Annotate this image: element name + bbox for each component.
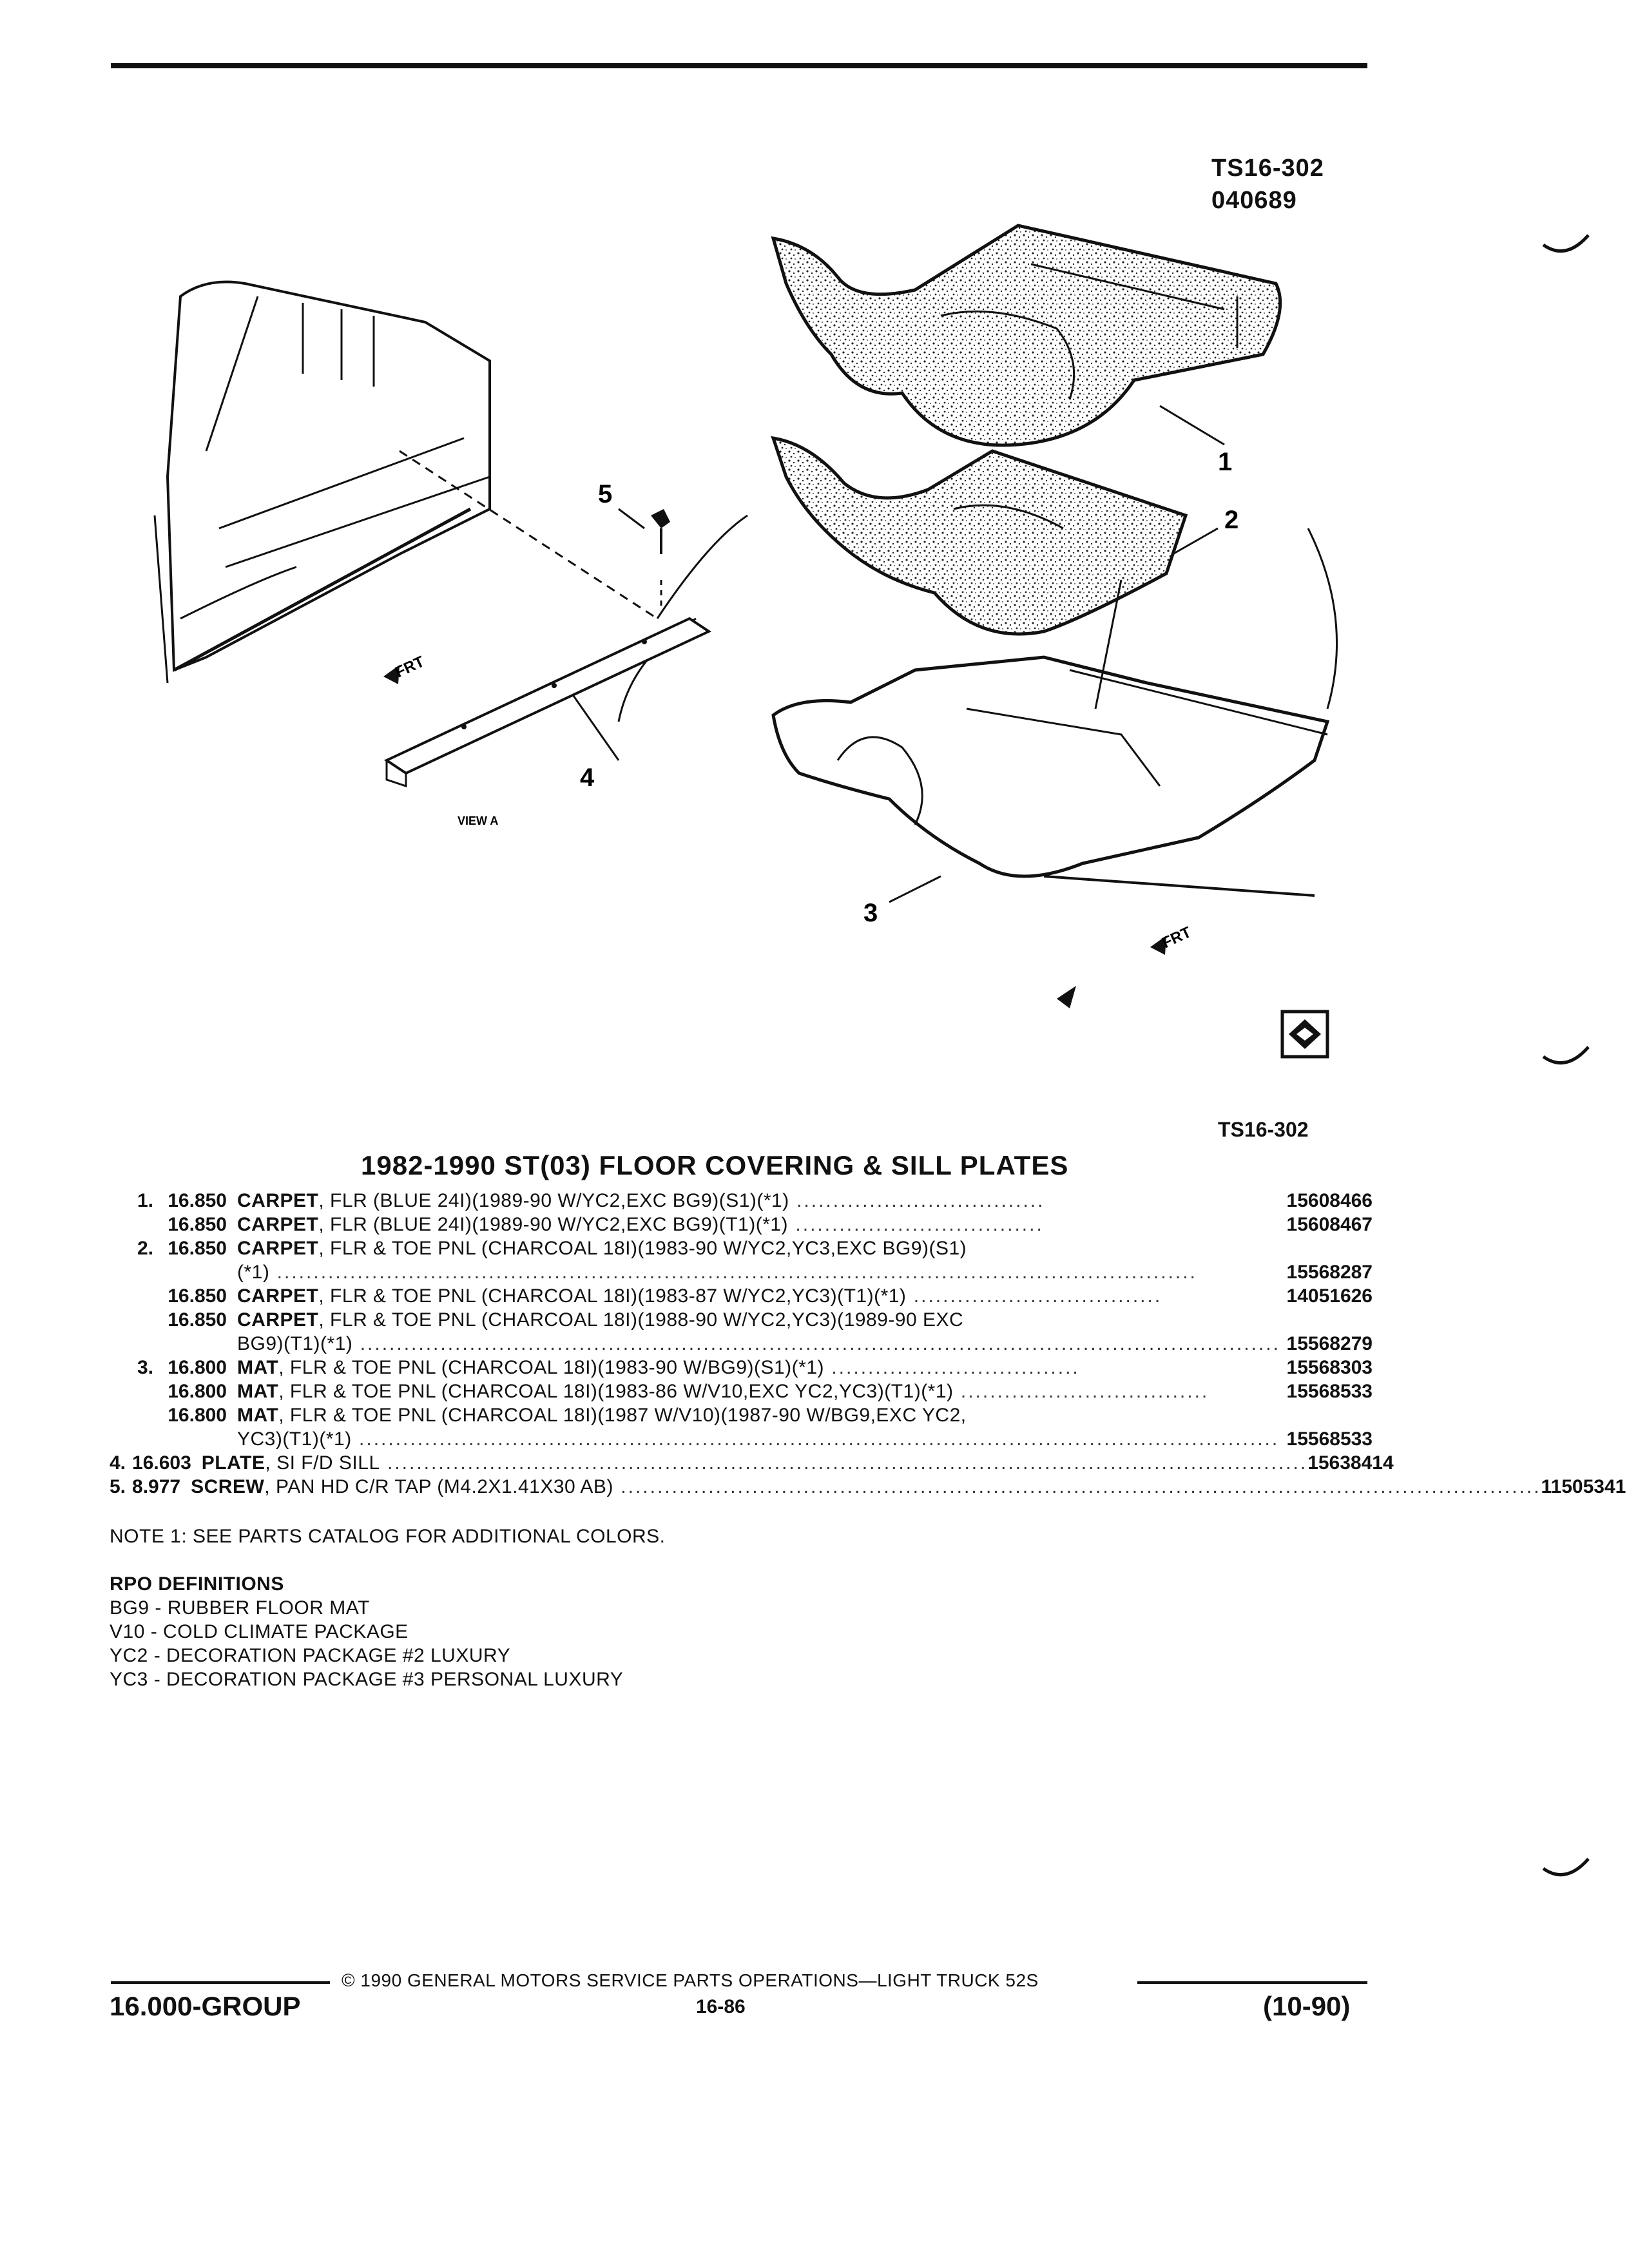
illustration-caption: TS16-302 [1218, 1118, 1309, 1141]
part-name: SCREW [191, 1476, 265, 1497]
group-number: 16.850 [168, 1190, 227, 1211]
date-code: 040689 [1211, 187, 1297, 214]
part-name: MAT [237, 1405, 279, 1426]
rpo-item: BG9 - RUBBER FLOOR MAT [110, 1597, 370, 1619]
parts-row [110, 1379, 1373, 1403]
part-desc: , FLR & TOE PNL (CHARCOAL 18I)(1988-90 W/YC2,YC3)(1989-90 EXC [318, 1309, 964, 1331]
part-description-continued: (*1) .............................................................................................................................. [237, 1262, 1197, 1283]
group-number: 16.850 [168, 1238, 227, 1259]
part-description-continued: YC3)(T1)(*1) .............................................................................................................................. [237, 1428, 1280, 1450]
ref-number: 5. [110, 1476, 126, 1497]
part-description-continued: BG9)(T1)(*1) .............................................................................................................................. [237, 1333, 1280, 1354]
part-name: PLATE [201, 1452, 265, 1474]
rpo-item: V10 - COLD CLIMATE PACKAGE [110, 1621, 409, 1642]
part-number: 15568287 [1286, 1262, 1373, 1283]
parts-row-continued [110, 1427, 1373, 1451]
group-label: 16.000-GROUP [110, 1991, 301, 2021]
rpo-item: YC2 - DECORATION PACKAGE #2 LUXURY [110, 1645, 511, 1666]
part-description: MAT, FLR & TOE PNL (CHARCOAL 18I)(1983-90 W/BG9)(S1)(*1) .................................. [237, 1357, 1080, 1378]
illustration-code: TS16-302 [1211, 155, 1324, 182]
rpo-definitions [110, 1572, 623, 1691]
part-description [237, 1403, 1244, 1427]
footer-rule-right [1137, 1981, 1367, 1984]
part-description: SCREW, PAN HD C/R TAP (M4.2X1.41X30 AB) .............................................................................................................................. [191, 1476, 1541, 1497]
parts-row [110, 1213, 1373, 1236]
part-name: CARPET [237, 1190, 319, 1211]
part-description: PLATE, SI F/D SILL .............................................................................................................................. [201, 1452, 1308, 1474]
part-desc: , FLR & TOE PNL (CHARCOAL 18I)(1983-87 W/YC2,YC3)(T1)(*1) [318, 1285, 907, 1307]
ref-number: 4. [110, 1452, 126, 1474]
part-desc-2: BG9)(T1)(*1) [237, 1333, 353, 1354]
part-name: CARPET [237, 1214, 319, 1235]
parts-row [110, 1308, 1373, 1332]
frt-arrow-floor [1150, 923, 1194, 955]
page-number: 16-86 [696, 1996, 746, 2017]
part-description: CARPET, FLR (BLUE 24I)(1989-90 W/YC2,EXC BG9)(T1)(*1) .................................. [237, 1214, 1044, 1235]
part-number: 11505341 [1541, 1476, 1626, 1497]
carpet-2-drawing [773, 438, 1186, 634]
reference-box-icon [1282, 1012, 1327, 1057]
view-a-arrow [1057, 986, 1076, 1008]
group-number: 16.850 [168, 1309, 227, 1331]
part-desc-2: (*1) [237, 1262, 270, 1283]
group-number: 8.977 [132, 1476, 181, 1497]
part-desc-2: YC3)(T1)(*1) [237, 1428, 352, 1450]
parts-row [110, 1284, 1373, 1308]
binder-mark-1 [1540, 232, 1592, 264]
frt-label-floor: FRT [1159, 923, 1194, 952]
part-name: CARPET [237, 1309, 319, 1331]
part-desc: , FLR & TOE PNL (CHARCOAL 18I)(1987 W/V10)(1987-90 W/BG9,EXC YC2, [278, 1405, 967, 1426]
part-name: MAT [237, 1357, 279, 1378]
footer-rule-left [111, 1981, 330, 1984]
part-number: 14051626 [1286, 1285, 1373, 1307]
callout-3: 3 [863, 899, 878, 927]
parts-list [110, 1189, 1626, 1499]
section-title: 1982-1990 ST(03) FLOOR COVERING & SILL PLATES [361, 1150, 1069, 1180]
part-name: CARPET [237, 1238, 319, 1259]
part-description [237, 1308, 1244, 1332]
view-a-label: VIEW A [458, 814, 499, 827]
ref-number: 3. [137, 1357, 153, 1378]
part-desc: , SI F/D SILL [265, 1452, 380, 1474]
parts-row-continued [110, 1332, 1373, 1356]
copyright: © 1990 GENERAL MOTORS SERVICE PARTS OPERATIONS—LIGHT TRUCK 52S [342, 1970, 1039, 1990]
carpet-1-drawing [773, 226, 1280, 445]
part-description: CARPET, FLR (BLUE 24I)(1989-90 W/YC2,EXC BG9)(S1)(*1) .................................. [237, 1190, 1045, 1211]
parts-row [110, 1451, 1394, 1475]
frt-arrow-view-a [383, 653, 427, 684]
parts-row [110, 1189, 1373, 1213]
view-a-drawing [155, 282, 709, 787]
part-description: CARPET, FLR & TOE PNL (CHARCOAL 18I)(1983-87 W/YC2,YC3)(T1)(*1) .................................. [237, 1285, 1162, 1307]
parts-row [110, 1356, 1373, 1379]
part-number: 15568533 [1286, 1428, 1373, 1450]
part-number: 15568303 [1286, 1357, 1373, 1378]
part-desc: , FLR (BLUE 24I)(1989-90 W/YC2,EXC BG9)(T1)(*1) [318, 1214, 789, 1235]
group-number: 16.850 [168, 1285, 227, 1307]
part-number: 15568279 [1286, 1333, 1373, 1354]
group-number: 16.850 [168, 1214, 227, 1235]
part-desc: , FLR & TOE PNL (CHARCOAL 18I)(1983-90 W/YC2,YC3,EXC BG9)(S1) [318, 1238, 967, 1259]
footnote: NOTE 1: SEE PARTS CATALOG FOR ADDITIONAL COLORS. [110, 1526, 666, 1547]
part-description [237, 1236, 1244, 1260]
group-number: 16.800 [168, 1381, 227, 1402]
parts-row-continued [110, 1260, 1373, 1284]
callout-4: 4 [580, 764, 595, 792]
parts-row [110, 1475, 1626, 1499]
part-description: MAT, FLR & TOE PNL (CHARCOAL 18I)(1983-86 W/V10,EXC YC2,YC3)(T1)(*1) .................................. [237, 1381, 1210, 1402]
group-number: 16.800 [168, 1405, 227, 1426]
part-name: CARPET [237, 1285, 319, 1307]
part-desc: , PAN HD C/R TAP (M4.2X1.41X30 AB) [264, 1476, 613, 1497]
callout-5: 5 [598, 480, 613, 508]
binder-mark-2 [1540, 1044, 1592, 1076]
parts-row [110, 1403, 1373, 1427]
part-desc: , FLR (BLUE 24I)(1989-90 W/YC2,EXC BG9)(S1)(*1) [318, 1190, 789, 1211]
rpo-item: YC3 - DECORATION PACKAGE #3 PERSONAL LUXURY [110, 1669, 624, 1690]
ref-number: 1. [137, 1190, 153, 1211]
parts-illustration [129, 206, 1353, 1095]
callout-2: 2 [1224, 506, 1239, 534]
part-name: MAT [237, 1381, 279, 1402]
group-number: 16.603 [132, 1452, 191, 1474]
part-number: 15608466 [1286, 1190, 1373, 1211]
revision-date: (10-90) [1263, 1991, 1351, 2021]
callout-1: 1 [1218, 448, 1233, 476]
part-number: 15568533 [1286, 1381, 1373, 1402]
ref-number: 2. [137, 1238, 153, 1259]
part-desc: , FLR & TOE PNL (CHARCOAL 18I)(1983-86 W/V10,EXC YC2,YC3)(T1)(*1) [278, 1381, 954, 1402]
part-desc: , FLR & TOE PNL (CHARCOAL 18I)(1983-90 W/BG9)(S1)(*1) [278, 1357, 825, 1378]
binder-mark-3 [1540, 1856, 1592, 1888]
part-number: 15638414 [1307, 1452, 1394, 1474]
parts-row [110, 1236, 1373, 1260]
rpo-heading: RPO DEFINITIONS [110, 1573, 284, 1595]
part-number: 15608467 [1286, 1214, 1373, 1235]
frt-label-view-a: FRT [392, 653, 427, 682]
top-rule [111, 63, 1367, 68]
group-number: 16.800 [168, 1357, 227, 1378]
